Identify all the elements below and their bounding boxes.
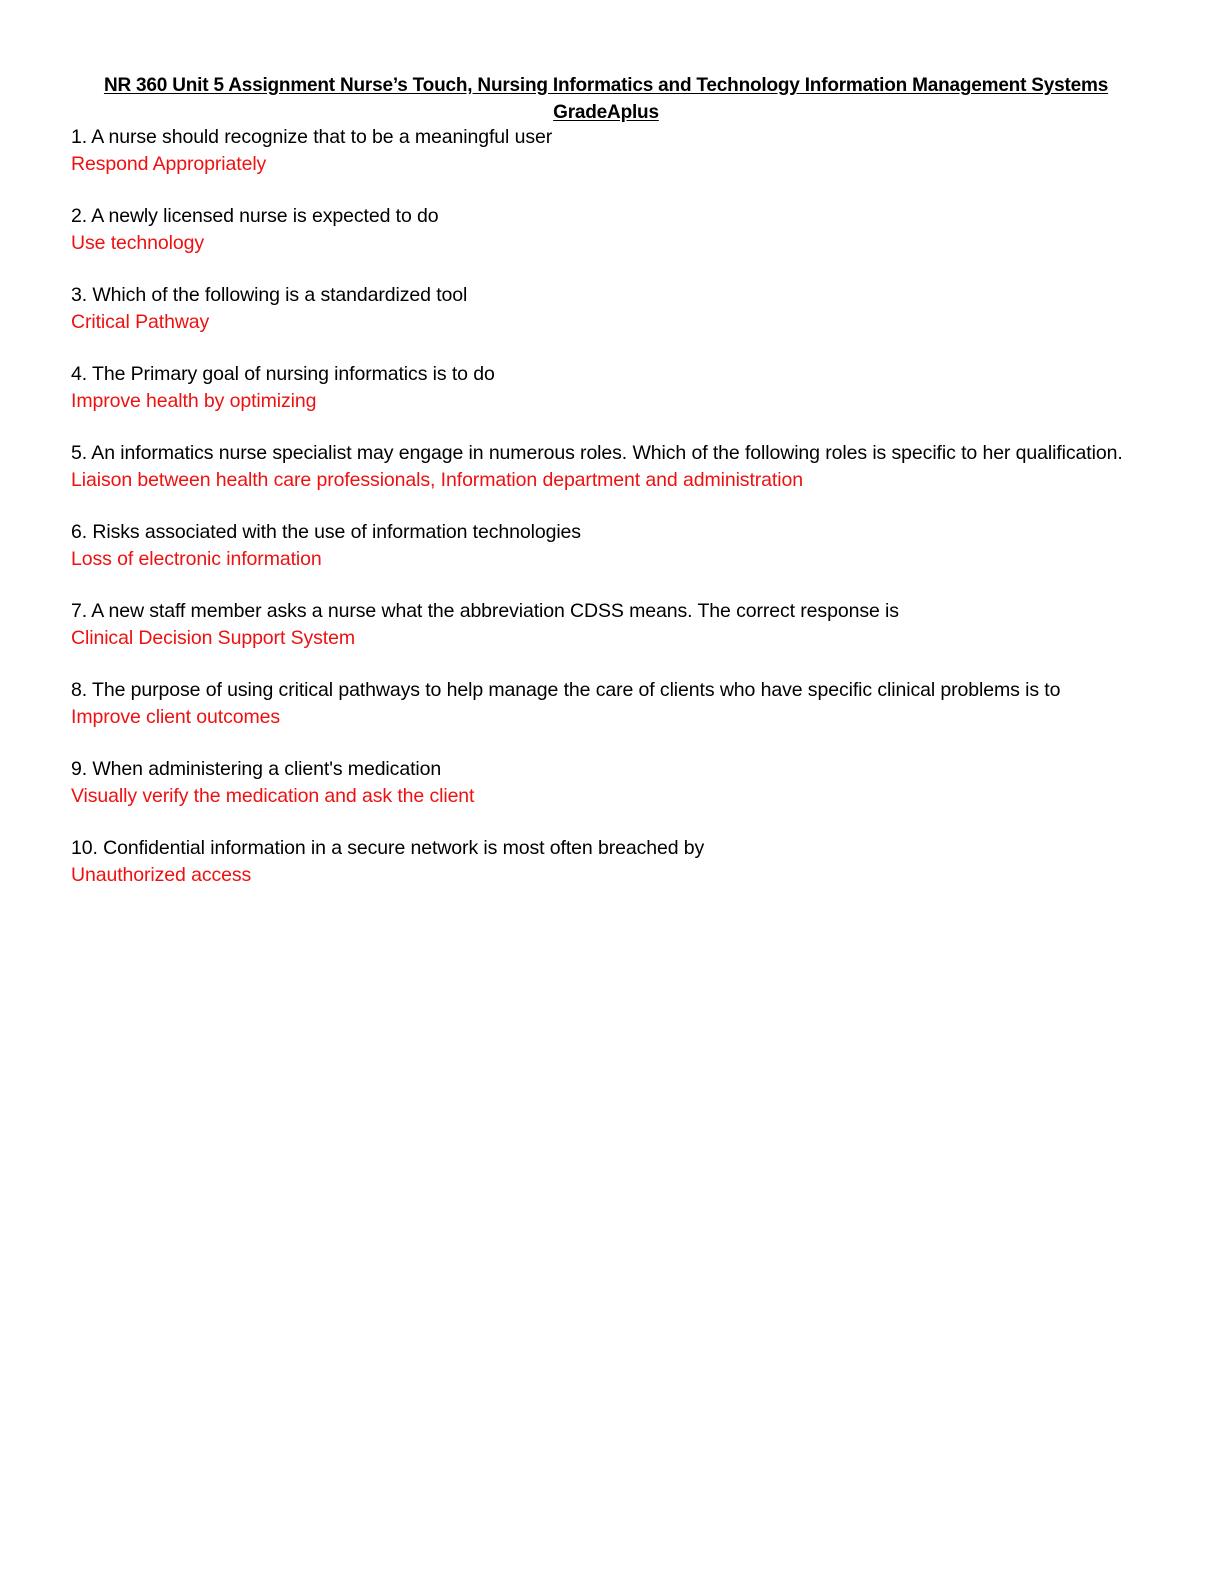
qa-item-1 <box>71 124 1151 177</box>
title-line-main: NR 360 Unit 5 Assignment Nurse’s Touch, Nursing Informatics and Technology Information Management Systems <box>103 75 1109 96</box>
question-text: 3. Which of the following is a standardized tool <box>71 284 468 306</box>
question-text: 5. An informatics nurse specialist may engage in numerous roles. Which of the following roles is specific to her qualification. <box>71 442 1123 464</box>
qa-item-7 <box>71 598 1151 651</box>
qa-item-6 <box>71 519 1151 572</box>
question-text: 9. When administering a client's medication <box>71 758 442 780</box>
qa-item-3 <box>71 282 1151 335</box>
question-list <box>71 124 1151 914</box>
question-text: 6. Risks associated with the use of information technologies <box>71 521 581 543</box>
qa-item-9 <box>71 756 1151 809</box>
qa-item-4 <box>71 361 1151 414</box>
question-text: 1. A nurse should recognize that to be a meaningful user <box>71 126 553 148</box>
answer-text: Liaison between health care professionals, Information department and administration <box>71 468 803 491</box>
question-text: 10. Confidential information in a secure network is most often breached by <box>71 837 705 859</box>
qa-item-8 <box>71 677 1151 730</box>
question-text: 2. A newly licensed nurse is expected to do <box>71 205 439 227</box>
answer-text: Respond Appropriately <box>71 152 267 175</box>
answer-text: Clinical Decision Support System <box>71 626 355 649</box>
question-text: 8. The purpose of using critical pathways to help manage the care of clients who have specific clinical problems is to <box>71 679 1061 701</box>
answer-text: Use technology <box>71 231 205 254</box>
answer-text: Unauthorized access <box>71 863 252 886</box>
question-text: 4. The Primary goal of nursing informatics is to do <box>71 363 495 385</box>
title-line-source: GradeAplus <box>553 102 659 123</box>
qa-item-5 <box>71 440 1151 493</box>
document-title <box>60 72 1152 126</box>
answer-text: Critical Pathway <box>71 310 210 333</box>
question-text: 7. A new staff member asks a nurse what the abbreviation CDSS means. The correct response is <box>71 600 899 622</box>
answer-text: Visually verify the medication and ask the client <box>71 784 475 807</box>
answer-text: Loss of electronic information <box>71 547 322 570</box>
qa-item-2 <box>71 203 1151 256</box>
qa-item-10 <box>71 835 1151 888</box>
answer-text: Improve client outcomes <box>71 705 281 728</box>
answer-text: Improve health by optimizing <box>71 389 317 412</box>
